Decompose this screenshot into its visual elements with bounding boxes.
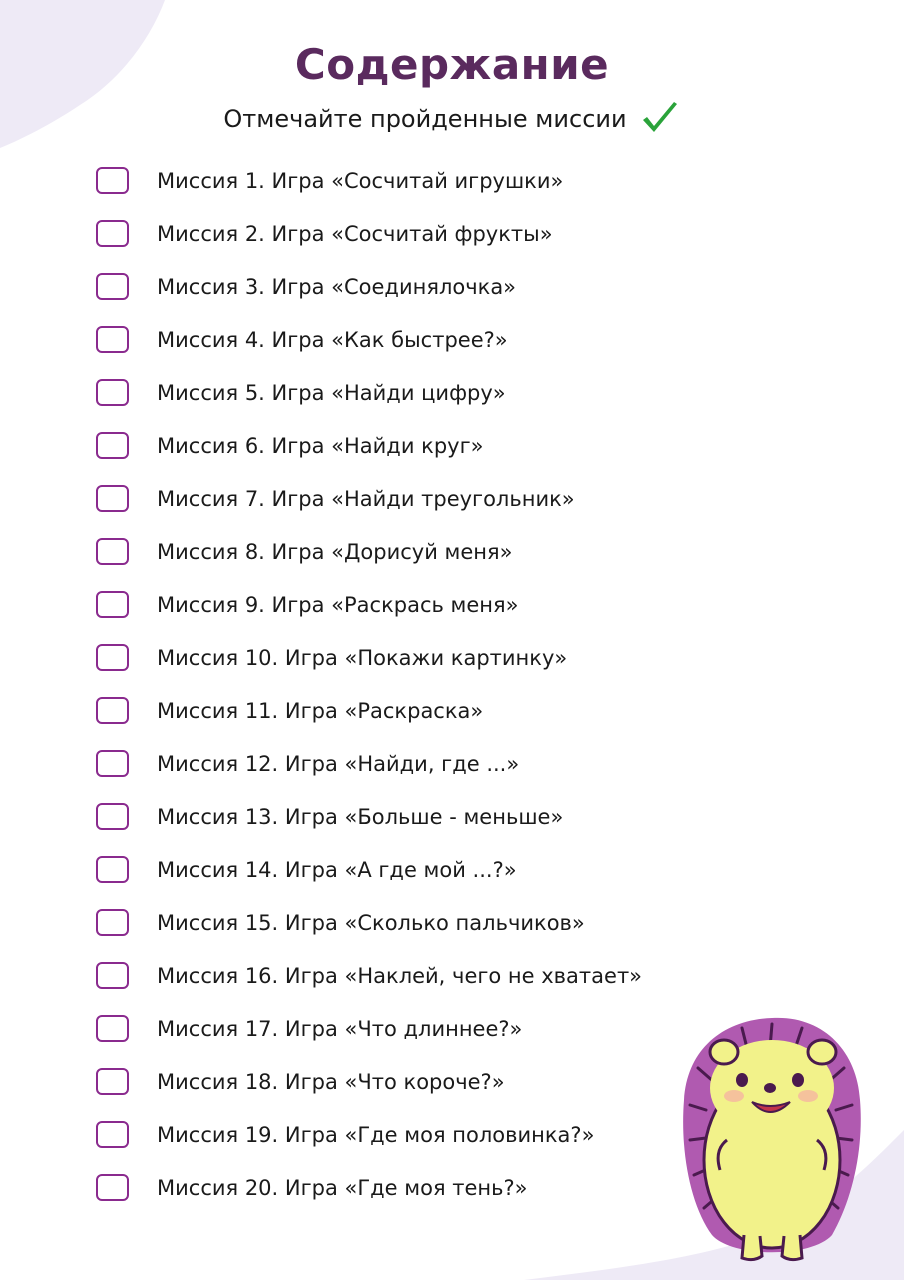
mission-label: Миссия 3. Игра «Соединялочка» — [157, 274, 517, 299]
mission-label: Миссия 20. Игра «Где моя тень?» — [157, 1175, 528, 1200]
mission-item — [96, 472, 856, 525]
mission-label: Миссия 2. Игра «Сосчитай фрукты» — [157, 221, 553, 246]
mission-checkbox[interactable] — [96, 538, 129, 565]
mission-checkbox[interactable] — [96, 750, 129, 777]
page-subtitle: Отмечайте пройденные миссии — [223, 105, 627, 133]
mission-label: Миссия 19. Игра «Где моя половинка?» — [157, 1122, 595, 1147]
mission-item — [96, 631, 856, 684]
mission-checkbox[interactable] — [96, 591, 129, 618]
mission-label: Миссия 9. Игра «Раскрась меня» — [157, 592, 519, 617]
mission-checkbox[interactable] — [96, 909, 129, 936]
mission-label: Миссия 6. Игра «Найди круг» — [157, 433, 484, 458]
mission-label: Миссия 12. Игра «Найди, где ...» — [157, 751, 520, 776]
mission-checkbox[interactable] — [96, 856, 129, 883]
green-check-icon — [639, 100, 681, 138]
mission-checkbox[interactable] — [96, 1121, 129, 1148]
mission-label: Миссия 14. Игра «А где мой ...?» — [157, 857, 517, 882]
mission-checkbox[interactable] — [96, 167, 129, 194]
mission-item — [96, 525, 856, 578]
mission-label: Миссия 8. Игра «Дорисуй меня» — [157, 539, 513, 564]
mission-item — [96, 419, 856, 472]
mission-label: Миссия 13. Игра «Больше - меньше» — [157, 804, 564, 829]
mission-label: Миссия 11. Игра «Раскраска» — [157, 698, 484, 723]
mission-item — [96, 896, 856, 949]
mission-item — [96, 737, 856, 790]
mission-item — [96, 790, 856, 843]
mission-label: Миссия 7. Игра «Найди треугольник» — [157, 486, 575, 511]
mission-checkbox[interactable] — [96, 697, 129, 724]
mission-label: Миссия 18. Игра «Что короче?» — [157, 1069, 505, 1094]
mission-checkbox[interactable] — [96, 962, 129, 989]
mission-item — [96, 843, 856, 896]
mission-checkbox[interactable] — [96, 273, 129, 300]
mission-item — [96, 366, 856, 419]
mission-label: Миссия 5. Игра «Найди цифру» — [157, 380, 506, 405]
mission-checkbox[interactable] — [96, 379, 129, 406]
mission-item — [96, 949, 856, 1002]
mission-checkbox[interactable] — [96, 220, 129, 247]
hedgehog-illustration — [672, 1010, 872, 1265]
mission-item — [96, 313, 856, 366]
mission-checkbox[interactable] — [96, 1068, 129, 1095]
page-subtitle-row — [0, 100, 904, 138]
mission-label: Миссия 4. Игра «Как быстрее?» — [157, 327, 508, 352]
mission-checkbox[interactable] — [96, 485, 129, 512]
mission-item — [96, 207, 856, 260]
mission-label: Миссия 10. Игра «Покажи картинку» — [157, 645, 568, 670]
mission-item — [96, 578, 856, 631]
mission-label: Миссия 16. Игра «Наклей, чего не хватает» — [157, 963, 643, 988]
mission-label: Миссия 1. Игра «Сосчитай игрушки» — [157, 168, 564, 193]
mission-item — [96, 260, 856, 313]
mission-checkbox[interactable] — [96, 1174, 129, 1201]
mission-label: Миссия 15. Игра «Сколько пальчиков» — [157, 910, 585, 935]
mission-item — [96, 684, 856, 737]
mission-checkbox[interactable] — [96, 1015, 129, 1042]
mission-item — [96, 154, 856, 207]
mission-label: Миссия 17. Игра «Что длиннее?» — [157, 1016, 523, 1041]
page-title: Содержание — [294, 40, 610, 89]
mission-checkbox[interactable] — [96, 644, 129, 671]
mission-checkbox[interactable] — [96, 803, 129, 830]
mission-checkbox[interactable] — [96, 326, 129, 353]
mission-checkbox[interactable] — [96, 432, 129, 459]
